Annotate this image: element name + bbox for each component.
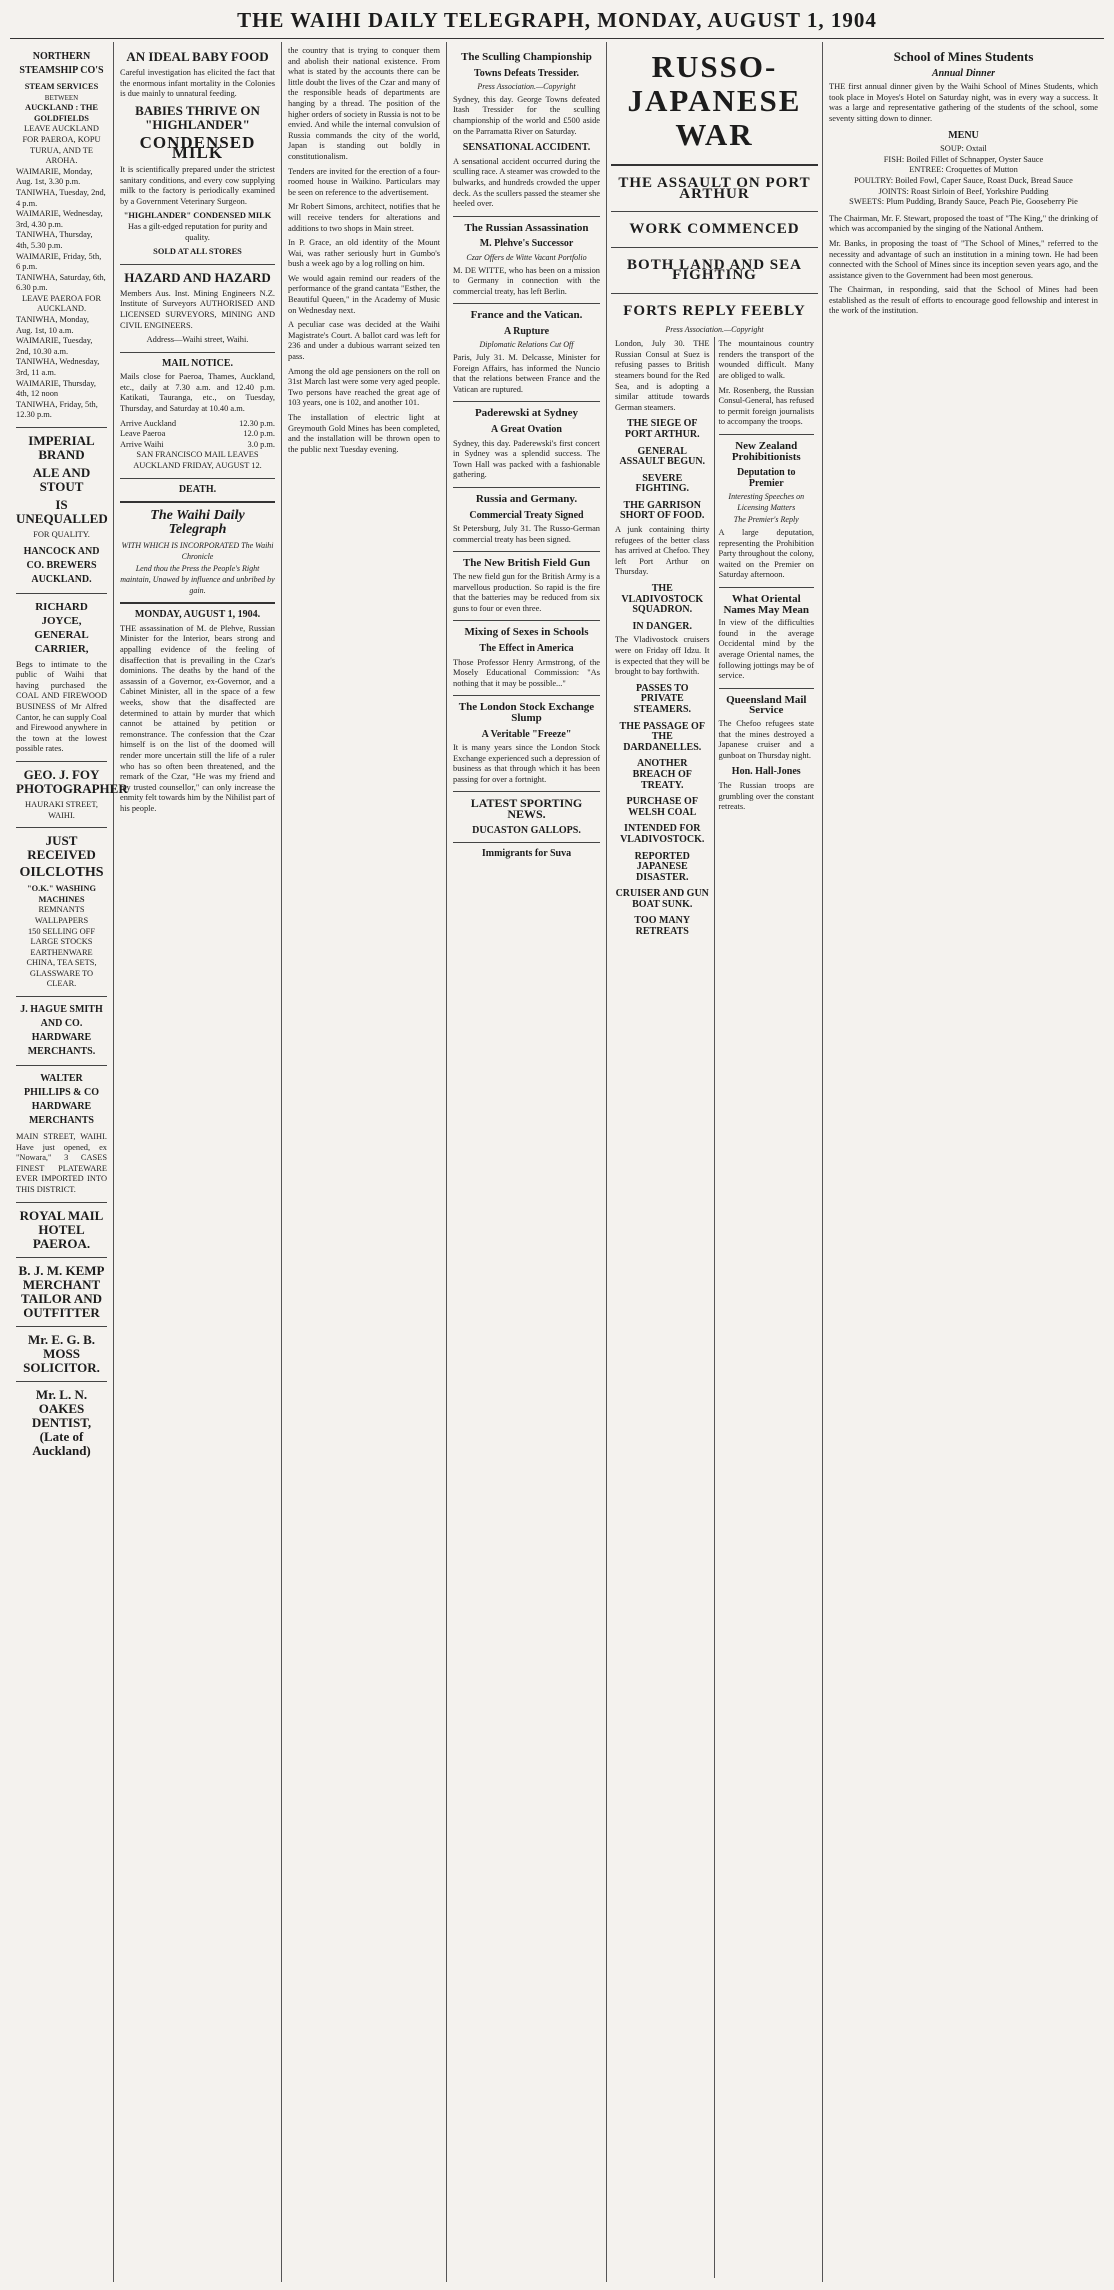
menu-item: JOINTS: Roast Sirloin of Beef, Yorkshire Pudding: [878, 186, 1049, 196]
mines-subheading: Annual Dinner: [931, 67, 996, 79]
germany-text: St Petersburg, July 31. The Russo-German commercial treaty has been signed.: [453, 524, 600, 544]
paper-title: The Waihi Daily Telegraph: [150, 508, 245, 538]
beer-ad-line-3: IS UNEQUALLED: [16, 497, 108, 526]
menu-heading: MENU: [948, 129, 979, 141]
war-heading-3: BOTH LAND AND SEA FIGHTING: [627, 256, 802, 284]
assassination-text: M. DE WITTE, who has been on a mission to Germany in connection with the commercial treaty, has left Berlin.: [453, 265, 600, 296]
menu-item: SOUP: Oxtail: [940, 144, 987, 154]
editorial-text: THE assassination of M. de Plehve, Russian Minister for the Interior, bears strong and appalling evidence of the feeling of disaffection that is prevailing in the Czar's dominions. The deaths by the hand of the assassin of a Governor, ex-Governor, and a Cabinet Minister, all in the space of a few weeks, show that the disaffected are determined to attain by murder that which cannot be attained by petition or remonstrance. The confession that the Czar himself is on the list of the doomed will render more uncertain still the life of a ruler who has so often been threatened, and the remark of the Czar, "He was my friend and my trusted counsellor," can only increase the enmity felt towards him by the Nihilist part of his people.: [120, 623, 275, 813]
solicitor-heading: Mr. E. G. B. MOSS SOLICITOR.: [23, 1331, 100, 1375]
mines-text-3: Mr. Banks, in proposing the toast of "The School of Mines," referred to the necessity and advantage of such an institution in a mining town. He had been connected with the School of Mines since its inception seven years ago, and the assistance given to the Government had been most generous.: [829, 238, 1098, 280]
stock-heading: The London Stock Exchange Slump: [458, 701, 595, 724]
editorial-date: MONDAY, AUGUST 1, 1904.: [134, 609, 261, 621]
news-paragraph: the country that is trying to conquer them and abolish their national existence. From what is stated by the accounts there can be little doubt the lives of the Czar and many of the responsible heads of departments are hanging by a thread. The position of the higher orders of society in Russia is not to be envied. And while the internal convulsion of Russia commands the city of the world, Japan is standing out boldly in constitutionalism.: [288, 46, 440, 161]
stock-text: It is many years since the London Stock Exchange experienced such a depression of business as that through which it has been passing for over a fortnight.: [453, 743, 600, 784]
assassination-subheading-2: Czar Offers de Witte Vacant Portfolio: [466, 252, 587, 262]
photographer-heading: GEO. J. FOY PHOTOGRAPHER: [16, 766, 128, 796]
hazard-address: Address—Waihi street, Waihi.: [146, 335, 249, 345]
columns: [10, 42, 1104, 2282]
vatican-subheading: A Rupture: [503, 325, 550, 337]
death-heading: DEATH.: [178, 483, 217, 495]
sailings-list: [16, 167, 107, 294]
war-lead: London, July 30. THE Russian Consul at Suez is refusing passes to British steamers bound for the Red Sea, and is adopting a similar attitude towards German steamers.: [615, 339, 710, 412]
garrison-text: A junk containing thirty refugees of the better class has arrived at Chefoo. They left Port Arthur on Thursday.: [615, 525, 710, 577]
menu-item: FISH: Boiled Fillet of Schnapper, Oyster Sauce: [883, 154, 1044, 164]
menu-item: ENTREE: Croquettes of Mutton: [909, 165, 1018, 175]
received-heading: JUST RECEIVED: [27, 833, 96, 863]
mail-timetable: [120, 419, 275, 451]
mines-heading: School of Mines Students: [893, 49, 1034, 64]
welsh-coal-heading: PURCHASE OF WELSH COAL: [626, 796, 698, 818]
dentist-heading: Mr. L. N. OAKES DENTIST, (Late of Auckland): [31, 1386, 92, 1458]
nz-text: A large deputation, representing the Prohibition Party throughout the colony, waited on the Premier on Saturday afternoon.: [718, 528, 814, 580]
cruiser-heading: CRUISER AND GUN BOAT SUNK.: [615, 888, 709, 910]
intended-heading: INTENDED FOR VLADIVOSTOCK.: [620, 823, 705, 845]
masthead-rule: [10, 38, 1104, 39]
disaster-heading: REPORTED JAPANESE DISASTER.: [634, 850, 690, 883]
sporting-subheading: DUCASTON GALLOPS.: [472, 824, 581, 836]
beer-ad-line-1: IMPERIAL BRAND: [28, 433, 95, 462]
war-right-text: Mr. Rosenberg, the Russian Consul-General, has refused to permit foreign journalists to accompany the troops.: [718, 385, 814, 427]
masthead: THE WAIHI DAILY TELEGRAPH, MONDAY, AUGUST 1, 1904: [237, 8, 877, 32]
nz-heading: New Zealand Prohibitionists: [731, 439, 801, 463]
beer-ad-line-4: FOR QUALITY.: [33, 530, 90, 539]
assassination-subheading: M. Plehve's Successor: [479, 238, 574, 250]
sailings-list-2: [16, 315, 107, 421]
sculling-subheading: Towns Defeats Tressider.: [473, 67, 580, 79]
ideal-heading: AN IDEAL BABY FOOD: [126, 49, 269, 64]
fieldgun-text: The new field gun for the British Army is a marvellous production. So rapid is the fire that the batteries may be reduced from six guns to four or even three.: [453, 571, 600, 613]
shipping-route: AUCKLAND : THE GOLDFIELDS: [25, 103, 98, 123]
mines-text-4: The Chairman, in responding, said that the School of Mines had been established as the result of efforts to encourage good fellowship and interest in the work of the institution.: [829, 285, 1098, 316]
press-association: Press Association.—Copyright: [665, 324, 764, 334]
war-subcolumns: [611, 337, 818, 2278]
nz-subheading-2: Interesting Speeches on Licensing Matters: [728, 492, 805, 512]
timetable-row: Arrive Waihi 3.0 p.m.: [120, 439, 275, 449]
phillips-text: MAIN STREET, WAIHI. Have just opened, ex "Nowara," 3 CASES FINEST PLATEWARE EVER IMPORTED INTO THIS DISTRICT.: [16, 1132, 107, 1195]
photographer-address: HAURAKI STREET, WAIHI.: [25, 799, 98, 820]
news-paragraph: Tenders are invited for the erection of a four-roomed house in Waikino. Particulars may be seen on reference to the advertisement.: [288, 166, 440, 197]
accident-heading: SENSATIONAL ACCIDENT.: [462, 142, 591, 154]
accident-text: A sensational accident occurred during the sculling race. A steamer was crowded to the bulwarks, and hundreds crowded the upper deck. As the scullers passed the steamer she heeled over.: [453, 156, 600, 209]
sold-text: SOLD AT ALL STORES: [153, 247, 242, 257]
shipping-leave-2: LEAVE PAEROA FOR AUCKLAND.: [21, 293, 102, 314]
vatican-heading: France and the Vatican.: [470, 309, 583, 322]
news-paragraph: Mr Robert Simons, architect, notifies that he will receive tenders for alterations and additions to two shops in Main street.: [288, 202, 440, 233]
war-right-text-3: The Russian troops are grumbling over the constant retreats.: [718, 780, 814, 812]
column-cable-news: [447, 42, 607, 2282]
phillips-heading: WALTER PHILLIPS & CO HARDWARE MERCHANTS: [23, 1073, 99, 1127]
news-paragraph: Among the old age pensioners on the roll on 31st March last were some very aged people. Two persons have reached the great age of 103 years, one is 102, and another 101.: [288, 366, 440, 408]
wallpapers: REMNANTS WALLPAPERS: [34, 905, 89, 925]
passes-heading: PASSES TO PRIVATE STEAMERS.: [633, 682, 691, 715]
highlander-heading: "HIGHLANDER" CONDENSED MILK: [123, 211, 272, 221]
paderewski-heading: Paderewski at Sydney: [474, 407, 579, 420]
smith-heading: J. HAGUE SMITH AND CO. HARDWARE MERCHANTS.: [20, 1004, 103, 1058]
washing-machines: "O.K." WASHING MACHINES: [27, 884, 96, 904]
danger-text: The Vladivostock cruisers were on Friday off Idzu. It is expected that they will be brought to bay forthwith.: [615, 635, 710, 677]
vatican-subheading-2: Diplomatic Relations Cut Off: [479, 340, 574, 350]
ideal-text: Careful investigation has elicited the fact that the enormous infant mortality in the Colonies is due mainly to unnatural feeding.: [120, 68, 275, 99]
war-banner: RUSSO-JAPANESE WAR: [627, 49, 802, 152]
paderewski-text: Sydney, this day. Paderewski's first concert in Sydney was a splendid success. The Town Hall was packed with a fashionable gathering.: [453, 438, 600, 480]
brewer-name: HANCOCK AND CO. BREWERS AUCKLAND.: [23, 545, 100, 585]
vatican-text: Paris, July 31. M. Delcasse, Minister for Foreign Affairs, has informed the Nuncio that the relations between France and the Vatican are ruptured.: [453, 353, 600, 394]
sailing-item: TANIWHA, Thursday, 4th, 5.30 p.m.: [16, 230, 93, 250]
shipping-subheading: STEAM SERVICES: [24, 82, 99, 91]
war-right-text-2: The Chefoo refugees state that the mines destroyed a Japanese cruiser and a gunboat on Thursday night.: [718, 718, 814, 760]
milk-heading: CONDENSED MILK: [139, 132, 256, 163]
sailing-item: TANIWHA, Tuesday, 2nd, 4 p.m.: [16, 187, 106, 208]
menu-item: SWEETS: Plum Pudding, Brandy Sauce, Peach Pie, Gooseberry Pie: [849, 197, 1078, 207]
paper-subtitle: WITH WHICH IS INCORPORATED The Waihi Chronicle: [121, 541, 274, 561]
press-association: Press Association.—Copyright: [477, 82, 576, 92]
beer-ad-line-2: ALE AND STOUT: [32, 465, 91, 494]
war-subcolumn-left: [611, 337, 715, 2278]
war-subcolumn-right: [715, 337, 819, 2278]
news-paragraph: In P. Grace, an old identity of the Mount Wai, was rather seriously hurt in Gumbo's bush a week ago by a log rolling on him.: [288, 238, 440, 269]
nz-subheading: Deputation to Premier: [736, 467, 796, 489]
menu-item: POULTRY: Boiled Fowl, Caper Sauce, Roast Duck, Bread Sauce: [854, 175, 1073, 185]
hazard-text: Members Aus. Inst. Mining Engineers N.Z. Institute of Surveyors AUTHORISED AND LICENSED SURVEYORS, MINING AND CIVIL ENGINEERS.: [120, 288, 275, 330]
news-paragraph: A peculiar case was decided at the Waihi Magistrate's Court. A ballot card was left for 236 and under a dubious warrant seized ten pass.: [288, 320, 440, 362]
schools-heading: Mixing of Sexes in Schools: [464, 626, 589, 639]
fieldgun-heading: The New British Field Gun: [462, 557, 591, 570]
shipping-leave: LEAVE AUCKLAND FOR PAEROA, KOPU TURUA, AND TE AROHA.: [22, 124, 101, 166]
hall-jones-heading: Hon. Hall-Jones: [731, 766, 801, 778]
oilcloths-heading: OILCLOTHS: [19, 865, 104, 881]
germany-heading: Russia and Germany.: [475, 493, 578, 505]
war-heading-4: FORTS REPLY FEEBLY: [623, 302, 806, 319]
assassination-heading: The Russian Assassination: [464, 221, 589, 234]
germany-subheading: Commercial Treaty Signed: [469, 509, 584, 521]
vladivostock-heading: THE VLADIVOSTOCK SQUADRON.: [621, 583, 704, 616]
mines-text: THE first annual dinner given by the Waihi School of Mines Students, which took place in Moyes's Hotel on Saturday night, was in every way a success. It was a large and representative gathering of the students of the school, some seventy sitting down to dinner.: [829, 82, 1098, 123]
column-local-news: [282, 42, 447, 2282]
danger-heading: IN DANGER.: [632, 620, 692, 632]
nz-subheading-3: The Premier's Reply: [733, 515, 799, 525]
war-heading-2: WORK COMMENCED: [629, 221, 800, 238]
queensland-heading: Queensland Mail Service: [726, 693, 807, 717]
sailing-item: WAIMARIE, Thursday, 4th, 12 noon: [16, 378, 97, 399]
sailing-item: TANIWHA, Monday, Aug. 1st, 10 a.m.: [16, 315, 89, 335]
sculling-heading: The Sculling Championship: [461, 51, 592, 63]
general-heading: GENERAL ASSAULT BEGUN.: [619, 445, 706, 468]
schools-subheading: The Effect in America: [479, 642, 574, 654]
news-paragraph: The installation of electric light at Greymouth Gold Mines has been completed, and the installation will be thrown open to the public next Tuesday evening.: [288, 413, 440, 454]
thrive-heading: BABIES THRIVE ON "HIGHLANDER": [135, 102, 260, 132]
severe-heading: SEVERE FIGHTING.: [635, 472, 690, 495]
sailing-item: TANIWHA, Friday, 5th, 12.30 p.m.: [16, 399, 98, 420]
war-heading-1: THE ASSAULT ON PORT ARTHUR: [618, 175, 811, 202]
column-school-of-mines: [823, 42, 1104, 2282]
timetable-row: Leave Paeroa 12.0 p.m.: [120, 429, 275, 439]
sailing-item: WAIMARIE, Friday, 5th, 6 p.m.: [16, 251, 102, 272]
oriental-heading: What Oriental Names May Mean: [723, 593, 810, 616]
sailing-item: WAIMARIE, Tuesday, 2nd, 10.30 a.m.: [16, 336, 93, 356]
column-advertisements: [10, 42, 128, 2282]
schools-text: Those Professor Henry Armstrong, of the Mosely Educational Commission: "As nothing that it may be possible...": [453, 657, 600, 688]
mail-heading: MAIL NOTICE.: [161, 357, 234, 369]
timetable-row: Arrive Auckland 12.30 p.m.: [120, 418, 275, 428]
retreats-heading: TOO MANY RETREATS: [634, 915, 691, 938]
sculling-text: Sydney, this day. George Towns defeated Itash Tressider for the sculling championship of the world and £500 aside on the Parramatta River on Saturday.: [453, 94, 600, 136]
shipping-between: BETWEEN: [44, 93, 79, 102]
dardanelles-heading: THE PASSAGE OF THE DARDANELLES.: [619, 720, 705, 753]
oriental-text: In view of the difficulties found in the average Occidental mind by the average Oriental names, the following jottings may be of service.: [718, 618, 814, 681]
shipping-heading: NORTHERN STEAMSHIP CO'S: [19, 51, 104, 76]
carrier-text: Begs to intimate to the public of Waihi that having purchased the COAL AND FIREWOOD BUSINESS of Mr Alfred Cantor, he can supply Coal and Firewood anywhere in the town at the lowest possible rates.: [16, 659, 107, 754]
garrison-heading: THE GARRISON SHORT OF FOOD.: [620, 499, 705, 522]
mail-text: Mails close for Paeroa, Thames, Auckland, etc., daily at 7.30 a.m. and 12.40 p.m. Katikati, Tauranga, etc., on Tuesday, Thursday, and Saturday at 10.40 a.m.: [120, 372, 275, 414]
news-paragraph: We would again remind our readers of the performance of the grand cantata "Esther, the Beautiful Queen," in the Academy of Music on Wednesday next.: [288, 273, 440, 315]
milk-text: It is scientifically prepared under the strictest sanitary conditions, and every cow supplying milk to the factory is periodically examined by a Government Veterinary Surgeon.: [120, 164, 275, 206]
siege-heading: THE SIEGE OF PORT ARTHUR.: [624, 418, 700, 440]
carrier-heading: RICHARD JOYCE, GENERAL CARRIER,: [34, 600, 89, 655]
sailing-item: WAIMARIE, Wednesday, 3rd, 4.30 p.m.: [16, 209, 103, 229]
column-war-news: [607, 42, 823, 2282]
breach-heading: ANOTHER BREACH OF TREATY.: [632, 758, 692, 791]
column-notices: [114, 42, 282, 2282]
sailing-item: WAIMARIE, Monday, Aug. 1st, 3.30 p.m.: [16, 166, 93, 187]
paper-motto: Lend thou the Press the People's Right maintain, Unawed by influence and unbribed by gain.: [120, 564, 275, 595]
war-lead-right: The mountainous country renders the transport of the wounded difficult. Many are obliged to walk.: [718, 339, 814, 380]
paderewski-subheading: A Great Ovation: [491, 424, 562, 436]
mines-text-2: The Chairman, Mr. F. Stewart, proposed the toast of "The King," the drinking of which was accompanied by the singing of the National Anthem.: [829, 213, 1098, 234]
kemp-heading: B. J. M. KEMP MERCHANT TAILOR AND OUTFITTER: [18, 1262, 105, 1320]
sailing-item: TANIWHA, Wednesday, 3rd, 11 a.m.: [16, 357, 100, 378]
sporting-heading: LATEST SPORTING NEWS.: [470, 796, 583, 822]
stock-subheading: A Veritable "Freeze": [481, 728, 572, 740]
sale-notice: 150 SELLING OFF LARGE STOCKS EARTHENWARE CHINA, TEA SETS, GLASSWARE TO CLEAR.: [26, 926, 97, 989]
suva-heading: Immigrants for Suva: [481, 848, 572, 860]
hazard-heading: HAZARD AND HAZARD: [124, 269, 271, 285]
hotel-heading: ROYAL MAIL HOTEL PAEROA.: [19, 1207, 104, 1251]
sf-mail: SAN FRANCISCO MAIL LEAVES AUCKLAND FRIDAY, AUGUST 12.: [133, 450, 262, 471]
gold-text: Has a gilt-edged reputation for purity and quality.: [127, 221, 268, 242]
sailing-item: TANIWHA, Saturday, 6th, 6.30 p.m.: [16, 272, 106, 293]
